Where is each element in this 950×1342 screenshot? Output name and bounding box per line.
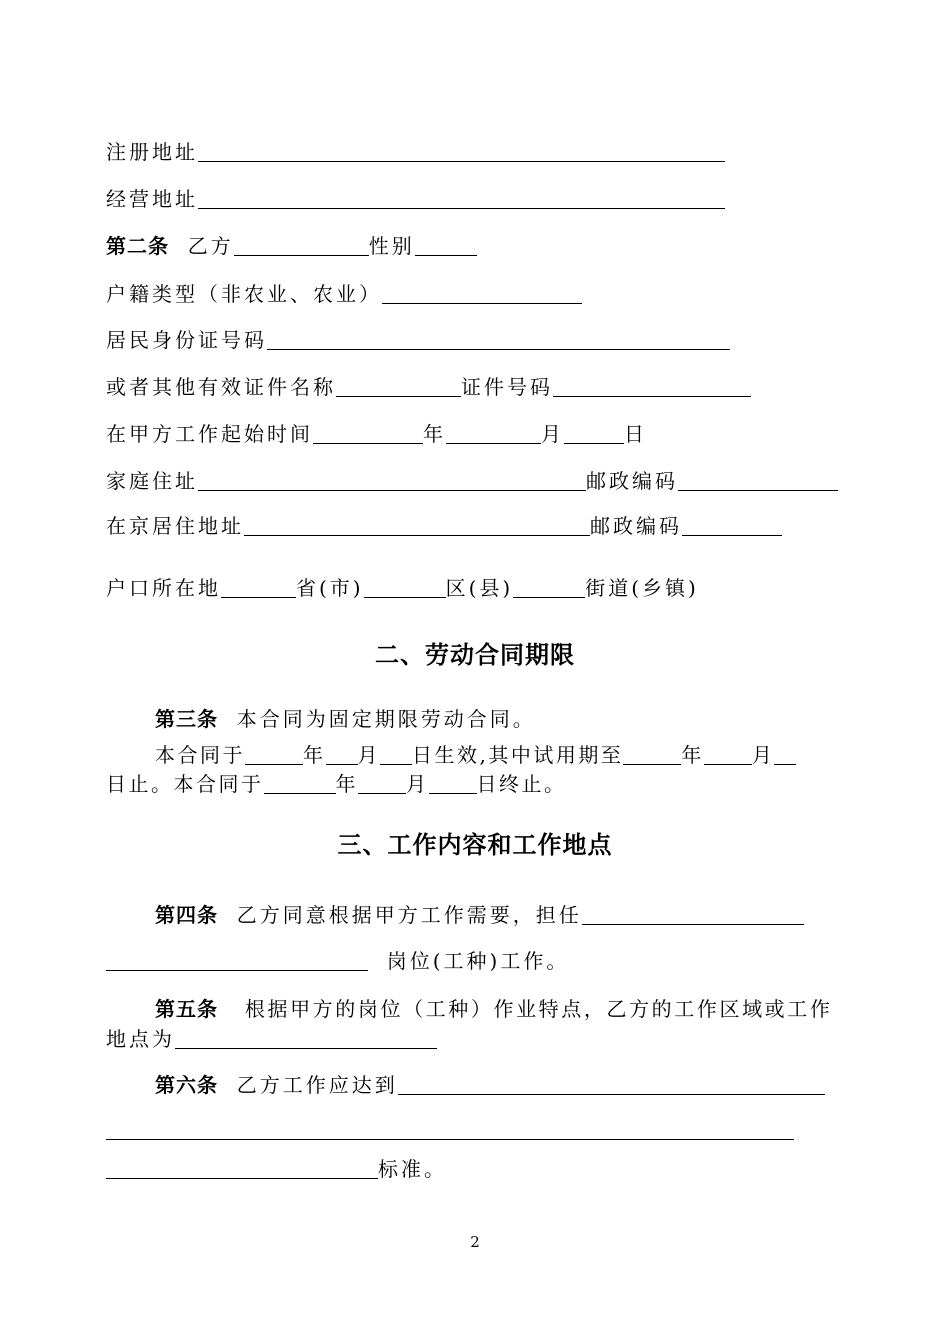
- termination-month-label: 月: [406, 772, 429, 796]
- probation-year-blank[interactable]: [623, 744, 681, 765]
- year-label: 年: [423, 422, 446, 446]
- article6-cont-line: [106, 1156, 447, 1182]
- beijing-address-blank[interactable]: [244, 515, 590, 536]
- household-type-blank[interactable]: [382, 283, 582, 304]
- effective-day-blank[interactable]: [380, 744, 412, 765]
- article3-text: 本合同为固定期限劳动合同。: [236, 707, 536, 731]
- section2-heading: 二、劳动合同期限: [375, 641, 575, 669]
- effective-date-line: [155, 742, 796, 768]
- article6-line: [155, 1072, 825, 1098]
- position-cont-blank[interactable]: [106, 950, 368, 971]
- household-type-label: 户籍类型（非农业、农业）: [106, 282, 382, 306]
- party-b-name-blank[interactable]: [234, 235, 369, 256]
- article3-line: [155, 706, 536, 732]
- other-id-name-label: 或者其他有效证件名称: [106, 375, 336, 399]
- street-label: 街道(乡镇): [585, 576, 699, 600]
- gender-blank[interactable]: [415, 235, 477, 256]
- position-blank[interactable]: [582, 904, 804, 925]
- probation-month-label: 月: [751, 743, 775, 767]
- district-label: 区(县): [445, 576, 514, 600]
- start-time-line: [106, 421, 647, 447]
- article5-cont-line: [106, 1026, 437, 1052]
- probation-year-label: 年: [681, 743, 704, 767]
- province-label: 省(市): [296, 576, 364, 600]
- beijing-address-label: 在京居住地址: [106, 514, 244, 538]
- id-number-blank[interactable]: [267, 329, 730, 350]
- id-number-line: [106, 327, 730, 353]
- effective-year-label: 年: [303, 743, 326, 767]
- article5-line: [155, 996, 832, 1022]
- home-address-label: 家庭住址: [106, 469, 198, 493]
- article4-line: [155, 902, 804, 928]
- gender-label: 性别: [368, 234, 415, 258]
- start-year-blank[interactable]: [313, 423, 423, 444]
- id-number-label: 居民身份证号码: [106, 328, 267, 352]
- article2-line: [106, 233, 477, 259]
- home-postal-label: 邮政编码: [586, 469, 678, 493]
- business-address-line: [106, 186, 725, 212]
- beijing-postal-blank[interactable]: [682, 515, 782, 536]
- termination-day-blank[interactable]: [429, 773, 477, 794]
- registered-address-line: [106, 139, 725, 165]
- registered-address-label: 注册地址: [106, 140, 198, 164]
- probation-month-blank[interactable]: [704, 744, 752, 765]
- article6-tail: 标准。: [378, 1157, 447, 1181]
- home-postal-blank[interactable]: [678, 470, 838, 491]
- article2-label: 第二条: [106, 234, 169, 258]
- effective-month-blank[interactable]: [326, 744, 358, 765]
- article4-label: 第四条: [155, 903, 218, 927]
- termination-end-label: 日终止。: [476, 772, 567, 796]
- standard-cont-blank[interactable]: [106, 1139, 794, 1140]
- id-no-label: 证件号码: [461, 375, 553, 399]
- article4-text: 乙方同意根据甲方工作需要，担任: [236, 903, 582, 927]
- page-number: 2: [470, 1233, 480, 1251]
- home-address-blank[interactable]: [198, 470, 586, 491]
- article6-text: 乙方工作应达到: [236, 1073, 398, 1097]
- effective-month-label: 月: [357, 743, 380, 767]
- day-label: 日: [624, 422, 647, 446]
- business-address-blank[interactable]: [198, 188, 725, 209]
- probation-day-blank[interactable]: [774, 744, 796, 765]
- hukou-line: [106, 575, 699, 601]
- household-type-line: [106, 281, 582, 307]
- effective-from-label: 本合同于: [155, 743, 245, 767]
- home-address-line: [106, 468, 838, 494]
- registered-address-blank[interactable]: [198, 141, 725, 162]
- business-address-label: 经营地址: [106, 187, 198, 211]
- effective-year-blank[interactable]: [245, 744, 303, 765]
- termination-date-line: [106, 771, 567, 797]
- district-blank[interactable]: [364, 577, 446, 598]
- article3-label: 第三条: [155, 707, 218, 731]
- month-label: 月: [541, 422, 564, 446]
- province-blank[interactable]: [221, 577, 296, 598]
- section3-heading: 三、工作内容和工作地点: [337, 831, 613, 859]
- termination-label: 日止。本合同于: [106, 772, 264, 796]
- start-day-blank[interactable]: [564, 423, 624, 444]
- termination-year-label: 年: [335, 772, 358, 796]
- id-no-blank[interactable]: [553, 376, 751, 397]
- article4-cont-line: [106, 948, 569, 974]
- article5-label: 第五条: [155, 997, 218, 1021]
- beijing-postal-label: 邮政编码: [590, 514, 682, 538]
- work-location-blank[interactable]: [175, 1028, 437, 1049]
- termination-year-blank[interactable]: [264, 773, 336, 794]
- probation-label: 日生效,其中试用期至: [412, 743, 624, 767]
- article4-tail: 岗位(工种)工作。: [386, 949, 570, 973]
- start-time-label: 在甲方工作起始时间: [106, 422, 313, 446]
- article5-text: 根据甲方的岗位（工种）作业特点，乙方的工作区域或工作: [244, 997, 833, 1021]
- beijing-address-line: [106, 513, 782, 539]
- termination-month-blank[interactable]: [358, 773, 406, 794]
- standard-end-blank[interactable]: [106, 1158, 378, 1179]
- party-b-label: 乙方: [187, 234, 234, 258]
- article5-tail: 地点为: [106, 1027, 175, 1051]
- standard-blank[interactable]: [398, 1074, 825, 1095]
- hukou-location-label: 户口所在地: [106, 576, 221, 600]
- other-id-name-blank[interactable]: [336, 376, 461, 397]
- article6-label: 第六条: [155, 1073, 218, 1097]
- street-blank[interactable]: [513, 577, 585, 598]
- other-id-line: [106, 374, 751, 400]
- start-month-blank[interactable]: [446, 423, 541, 444]
